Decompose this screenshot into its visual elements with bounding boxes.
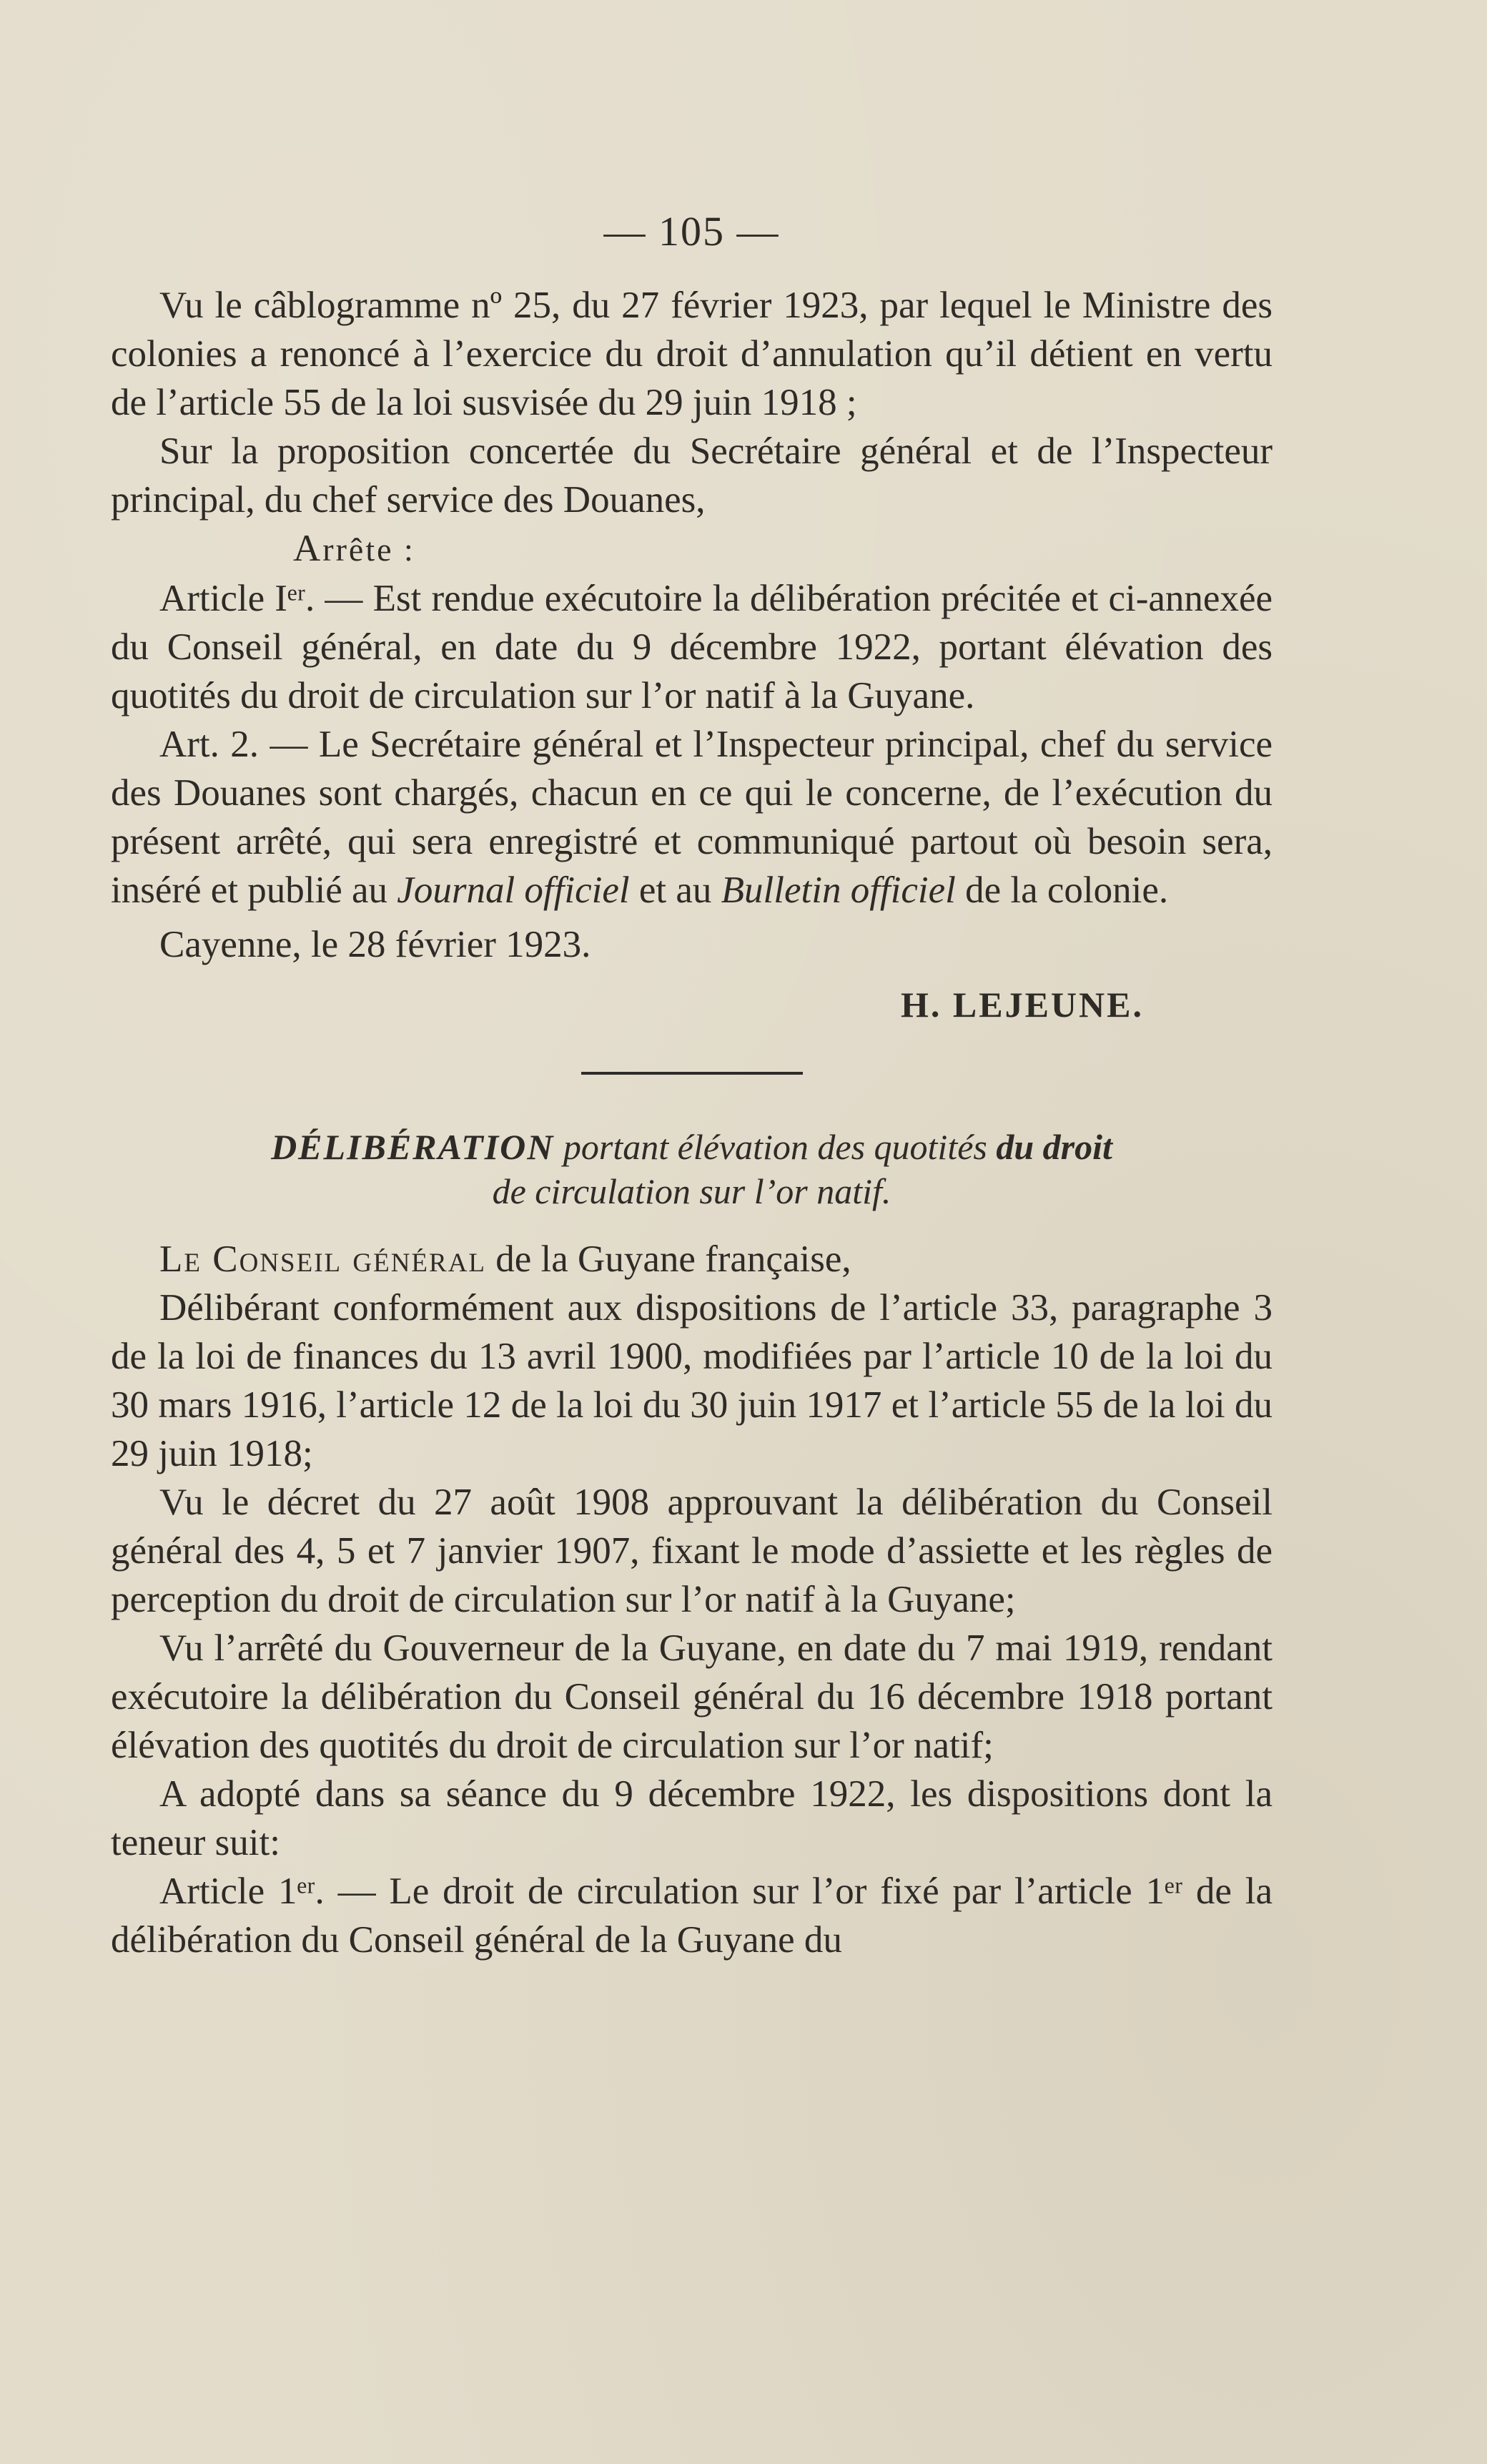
- deliberation-title-end: du droit: [996, 1127, 1112, 1167]
- deliberation-title-bold: DÉLIBÉRATION: [271, 1127, 555, 1167]
- et-au: et au: [638, 869, 712, 911]
- article-1: Article Iᵉʳ. — Est rendue exécutoire la délibération précitée et ci-annexée du Conseil général, en date du 9 décembre 1922, portant élévation des quotités du droit de circulation sur l’or natif à la Guyane.: [111, 578, 1273, 716]
- journal-officiel: Journal officiel: [397, 869, 630, 911]
- council-name: Le Conseil général: [159, 1238, 487, 1280]
- section-divider: [581, 1072, 803, 1075]
- paragraph-decret: Vu le décret du 27 août 1908 approuvant la délibération du Conseil général des 4, 5 et 7 janvier 1907, fixant le mode d’assiette et les règles de perception du droit de circulation sur l’or natif à la Guyane;: [111, 1482, 1273, 1620]
- paragraph-proposition: Sur la proposition concertée du Secrétaire général et de l’Inspecteur principal, du chef service des Douanes,: [111, 430, 1273, 521]
- deliberation-article-1: Article 1ᵉʳ. — Le droit de circulation sur l’or fixé par l’article 1ᵉʳ de la délibération du Conseil général de la Guyane du: [111, 1871, 1273, 1961]
- bulletin-officiel: Bulletin officiel: [721, 869, 956, 911]
- council-line: [111, 1235, 1273, 1283]
- article-2-text: Art. 2. — Le Secrétaire général et l’Inspecteur principal, chef du service des Douanes sont chargés, chacun en ce qui le concerne, de l’exécution du présent arrêté, qui sera enregistré et communiqué partout où besoin sera, inséré et publié au: [111, 724, 1273, 911]
- paragraph-adopte: A adopté dans sa séance du 9 décembre 1922, les dispositions dont la teneur suit:: [111, 1773, 1273, 1863]
- paragraph-cablogramme: Vu le câblogramme nº 25, du 27 février 1923, par lequel le Ministre des colonies a renoncé à l’exercice du droit d’annulation qu’il détient en vertu de l’article 55 de la loi susvisée du 29 juin 1918 ;: [111, 285, 1273, 423]
- deliberation-title-rest: portant élévation des quotités: [563, 1127, 987, 1167]
- article-2: [111, 720, 1273, 915]
- page-number: — 105 —: [603, 208, 780, 255]
- date-place: Cayenne, le 28 février 1923.: [159, 924, 591, 965]
- deliberation-title: [111, 1125, 1273, 1213]
- text-column: [111, 207, 1273, 1964]
- de-la-colonie: de la colonie.: [965, 869, 1169, 911]
- paragraph-arrete-gouverneur: Vu l’arrêté du Gouverneur de la Guyane, en date du 7 mai 1919, rendant exécutoire la délibération du Conseil général du 16 décembre 1918 portant élévation des quotités du droit de circulation sur l’or natif;: [111, 1627, 1273, 1766]
- paragraph-deliberant: Délibérant conformément aux dispositions de l’article 33, paragraphe 3 de la loi de finances du 13 avril 1900, modifiées par l’article 10 de la loi du 30 mars 1916, l’article 12 de la loi du 30 juin 1917 et l’article 55 de la loi du 29 juin 1918;: [111, 1287, 1273, 1474]
- signature: H. LEJEUNE.: [900, 985, 1144, 1025]
- arrete-label: Arrête :: [293, 528, 415, 569]
- deliberation-title-line2: de circulation sur l’or natif.: [492, 1171, 891, 1211]
- council-rest: de la Guyane française,: [495, 1238, 851, 1280]
